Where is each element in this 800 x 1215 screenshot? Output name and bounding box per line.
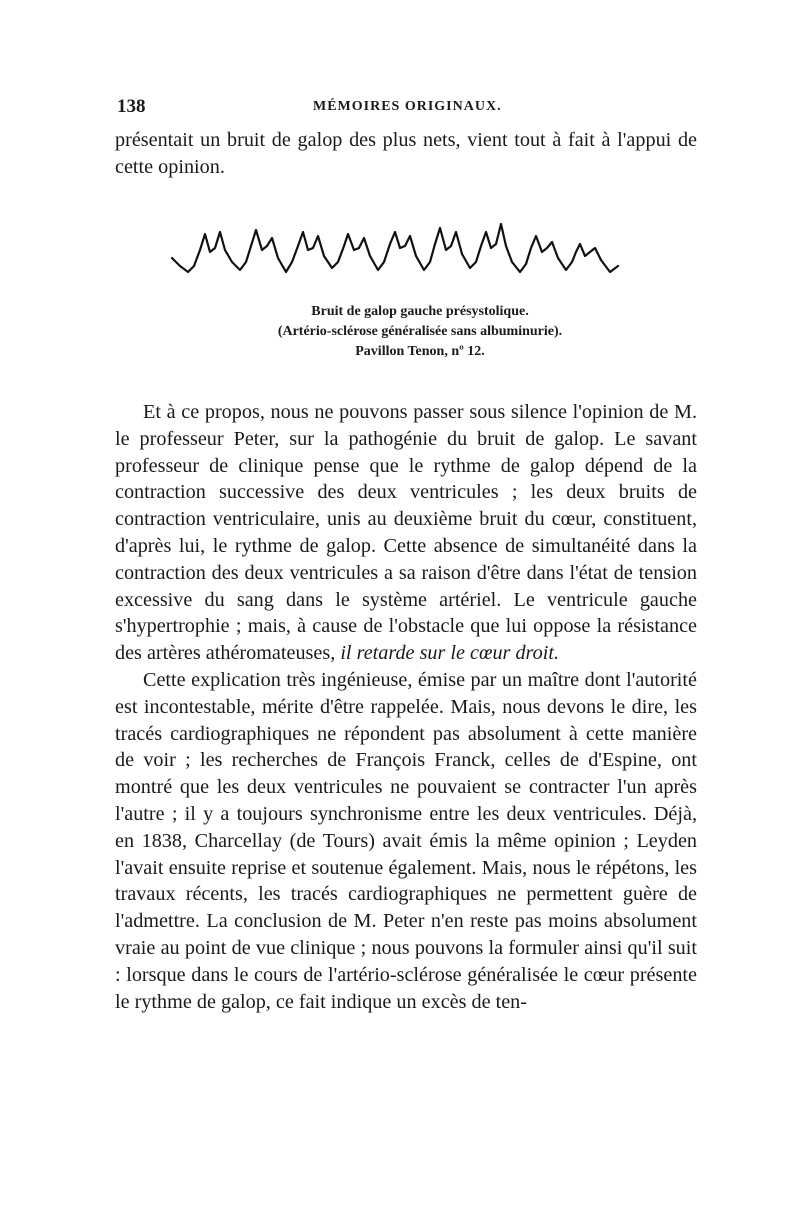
caption-subtitle: (Artério-sclérose généralisée sans albuminurie). bbox=[277, 324, 563, 339]
intro-text: présentait un bruit de galop des plus nets, vient tout à fait à l'appui de cette opinion. bbox=[115, 129, 697, 178]
cardiograph-trace-figure bbox=[170, 222, 620, 284]
paragraph-1-italic: il retarde sur le cœur droit. bbox=[340, 642, 560, 665]
intro-paragraph bbox=[115, 127, 697, 181]
paragraph-1 bbox=[115, 399, 697, 667]
figure-caption bbox=[200, 302, 640, 362]
paragraph-2: Cette explication très ingénieuse, émise par un maître dont l'autorité est incontestable, mérite d'être rappelée. Mais, nous devons le dire, les tracés cardiographiques ne répondent pas absolument à cette manière de voir ; les recherches de François Franck, celles de d'Espine, ont montré que les deux ventricules ne pouvaient se contracter l'un après l'autre ; il y a toujours synchronisme entre les deux ventricules. Déjà, en 1838, Charcellay (de Tours) avait émis la même opinion ; Leyden l'avait ensuite reprise et soutenue également. Mais, nous le répétons, les travaux récents, les tracés cardiographiques ne permettent guère de l'admettre. La conclusion de M. Peter n'en reste pas moins absolument vraie au point de vue clinique ; nous pouvons la formuler ainsi qu'il suit : lorsque dans le cours de l'artério-sclérose généralisée le cœur présente le rythme de galop, ce fait indique un excès de ten- bbox=[115, 668, 697, 1013]
running-head bbox=[117, 96, 697, 122]
cardiograph-trace bbox=[170, 222, 620, 284]
caption-title: Bruit de galop gauche présystolique. bbox=[311, 304, 529, 319]
paragraph-1-text: Et à ce propos, nous ne pouvons passer sous silence l'opinion de M. le professeur Peter, sur la pathogénie du bruit de galop. Le savant professeur de clinique pense que le rythme de galop dépend de la contraction successive des deux ventricules ; les deux bruits de contraction ventriculaire, unis au deuxième bruit du cœur, constituent, d'après lui, le rythme de galop. Cette absence de simultanéité dans la contraction des deux ventricules a sa raison d'être dans l'état de tension excessive du sang dans le système artériel. Le ventricule gauche s'hypertrophie ; mais, à cause de l'obstacle que lui oppose la résistance des artères athéromateuses, bbox=[115, 401, 697, 665]
trace-line bbox=[172, 224, 618, 272]
main-text bbox=[115, 399, 697, 1015]
page-number: 138 bbox=[117, 96, 146, 117]
caption-source: Pavillon Tenon, nº 12. bbox=[355, 344, 485, 359]
running-title: MÉMOIRES ORIGINAUX. bbox=[313, 99, 502, 114]
